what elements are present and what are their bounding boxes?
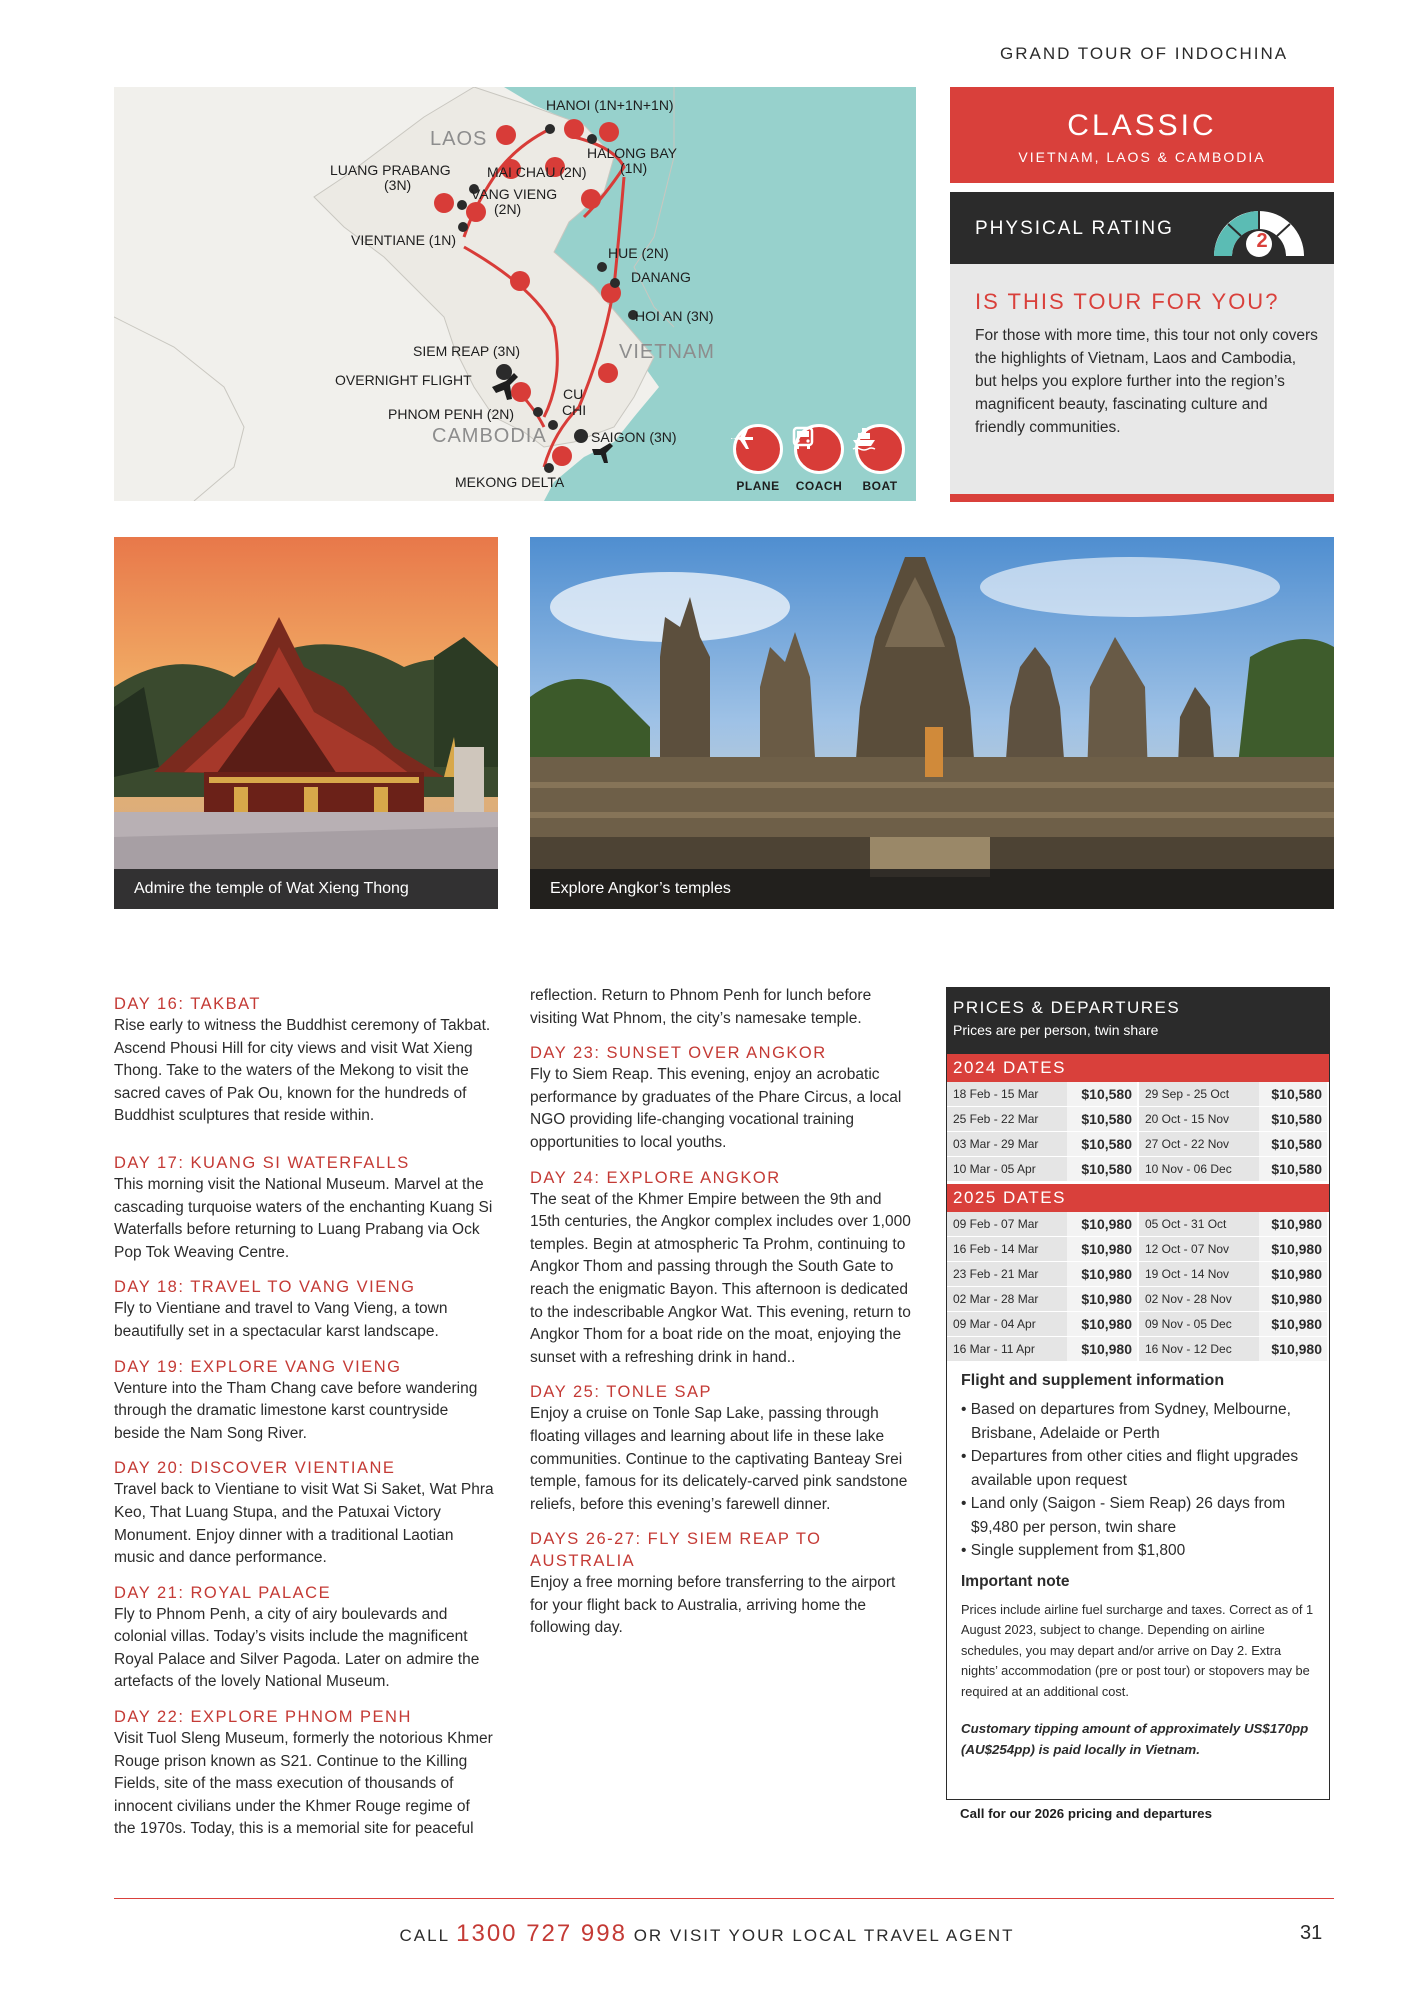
flight-info-list bbox=[957, 1398, 1315, 1563]
price: $10,580 bbox=[1067, 1132, 1137, 1156]
important-note-heading: Important note bbox=[961, 1572, 1070, 1590]
legend-coach-label: COACH bbox=[795, 479, 843, 493]
page-header-title: GRAND TOUR OF INDOCHINA bbox=[1000, 44, 1289, 63]
table-row bbox=[947, 1262, 1329, 1287]
for-you-heading: IS THIS TOUR FOR YOU? bbox=[975, 289, 1280, 314]
day-title: DAYS 26-27: FLY SIEM REAP TO AUSTRALIA bbox=[530, 1530, 822, 1571]
day-title: DAY 22: EXPLORE PHNOM PENH bbox=[114, 1708, 412, 1727]
map-label-luang: LUANG PRABANG bbox=[330, 162, 451, 178]
list-item: • Departures from other cities and flight upgrades available upon request bbox=[961, 1448, 1299, 1489]
price: $10,580 bbox=[1259, 1107, 1327, 1131]
departure-dates: 12 Oct - 07 Nov bbox=[1139, 1237, 1259, 1261]
price: $10,980 bbox=[1067, 1312, 1137, 1336]
itinerary-column-1 bbox=[114, 993, 494, 1853]
flight-info-heading: Flight and supplement information bbox=[961, 1372, 1225, 1389]
day-text: Fly to Siem Reap. This evening, enjoy an acrobatic performance by graduates of the Phare Circus, a local NGO providing life-changing vocational training opportunities to local youths. bbox=[530, 1066, 902, 1151]
legend-boat bbox=[850, 424, 910, 493]
tour-countries: VIETNAM, LAOS & CAMBODIA bbox=[1018, 149, 1266, 165]
plane-icon bbox=[733, 424, 783, 474]
price: $10,980 bbox=[1067, 1337, 1137, 1361]
table-row bbox=[947, 1132, 1329, 1157]
table-row bbox=[947, 1237, 1329, 1262]
itinerary-day bbox=[114, 1706, 494, 1841]
departure-dates: 16 Feb - 14 Mar bbox=[947, 1237, 1067, 1261]
day-title: DAY 24: EXPLORE ANGKOR bbox=[530, 1168, 781, 1187]
price-table-2025 bbox=[947, 1212, 1329, 1362]
footer-call bbox=[0, 1920, 1414, 1948]
map-label-mekong: MEKONG DELTA bbox=[455, 474, 565, 490]
day-text: Fly to Phnom Penh, a city of airy boulevards and colonial villas. Today’s visits include the magnificent Royal Palace and Silver Pagoda. Later on admire the artefacts of the lovely National Museum. bbox=[114, 1605, 480, 1691]
divider bbox=[950, 494, 1334, 502]
price-table-2024 bbox=[947, 1082, 1329, 1182]
physical-rating-bar bbox=[950, 192, 1334, 264]
tour-style-banner bbox=[950, 87, 1334, 183]
departure-dates: 09 Mar - 04 Apr bbox=[947, 1312, 1067, 1336]
day-title: DAY 21: ROYAL PALACE bbox=[114, 1583, 332, 1602]
call-2026-note: Call for our 2026 pricing and departures bbox=[960, 1806, 1212, 1821]
day-text: Fly to Vientiane and travel to Vang Vieng, a town beautifully set in a spectacular karst landscape. bbox=[114, 1300, 448, 1340]
day-title: DAY 18: TRAVEL TO VANG VIENG bbox=[114, 1278, 416, 1297]
map-label-chi: CHI bbox=[562, 402, 587, 418]
price: $10,980 bbox=[1067, 1237, 1137, 1261]
map-label-hoian: HOI AN (3N) bbox=[635, 308, 714, 324]
price: $10,980 bbox=[1259, 1337, 1327, 1361]
map-label-overnight: OVERNIGHT FLIGHT bbox=[335, 372, 472, 388]
tour-suitability bbox=[950, 264, 1334, 494]
map-label-hanoi: HANOI (1N+1N+1N) bbox=[546, 97, 674, 113]
legend-plane bbox=[728, 424, 788, 493]
itinerary-day bbox=[530, 1381, 915, 1516]
year-2024-heading: 2024 DATES bbox=[947, 1054, 1329, 1082]
map-label-cu: CU bbox=[563, 386, 584, 402]
departure-dates: 18 Feb - 15 Mar bbox=[947, 1082, 1067, 1106]
legend-boat-label: BOAT bbox=[862, 479, 898, 493]
price: $10,580 bbox=[1067, 1157, 1137, 1181]
departure-dates: 05 Oct - 31 Oct bbox=[1139, 1212, 1259, 1236]
footer-agent-text: OR VISIT YOUR LOCAL TRAVEL AGENT bbox=[633, 1926, 1015, 1945]
price: $10,980 bbox=[1259, 1312, 1327, 1336]
itinerary-day bbox=[114, 1457, 494, 1569]
map-label-saigon: SAIGON (3N) bbox=[591, 429, 677, 445]
day-title: DAY 17: KUANG SI WATERFALLS bbox=[114, 1153, 410, 1172]
departure-dates: 03 Mar - 29 Mar bbox=[947, 1132, 1067, 1156]
list-item: • Single supplement from $1,800 bbox=[961, 1542, 1186, 1559]
coach-icon bbox=[794, 424, 844, 474]
departure-dates: 25 Feb - 22 Mar bbox=[947, 1107, 1067, 1131]
table-row bbox=[947, 1337, 1329, 1362]
day-text: Venture into the Tham Chang cave before wandering through the dramatic limestone karst countryside beside the Nam Song River. bbox=[114, 1379, 478, 1442]
year-2025-heading: 2025 DATES bbox=[947, 1184, 1329, 1212]
day-text: This morning visit the National Museum. Marvel at the cascading turquoise waters of the enchanting Kuang Si Waterfalls before returning to Luang Prabang via Ock Pop Tok Weaving Centre. bbox=[114, 1175, 493, 1261]
table-row bbox=[947, 1212, 1329, 1237]
map-label-vientiane: VIENTIANE (1N) bbox=[351, 232, 457, 248]
prices-header bbox=[947, 988, 1329, 1054]
departure-dates: 02 Nov - 28 Nov bbox=[1139, 1287, 1259, 1311]
day-text: reflection. Return to Phnom Penh for lunch before visiting Wat Phnom, the city’s namesake temple. bbox=[530, 987, 872, 1027]
price: $10,980 bbox=[1067, 1287, 1137, 1311]
day-text: Travel back to Vientiane to visit Wat Si Saket, Wat Phra Keo, That Luang Stupa, and the Patuxai Victory Monument. Enjoy dinner with a traditional Laotian music and dance performance. bbox=[114, 1481, 494, 1567]
departure-dates: 23 Feb - 21 Mar bbox=[947, 1262, 1067, 1286]
list-item: • Land only (Saigon - Siem Reap) 26 days from $9,480 per person, twin share bbox=[961, 1495, 1286, 1536]
price: $10,980 bbox=[1259, 1237, 1327, 1261]
map-label-vangvieng-nights: (2N) bbox=[494, 201, 522, 217]
departure-dates: 20 Oct - 15 Nov bbox=[1139, 1107, 1259, 1131]
prices-subheading: Prices are per person, twin share bbox=[953, 1022, 1159, 1038]
legend-plane-label: PLANE bbox=[736, 479, 780, 493]
important-note-text: Prices include airline fuel surcharge and taxes. Correct as of 1 August 2023, subject to change. Depending on airline schedules, you may depart and/or arrive on Day 2. Extra nights’ accommodation (pre or post tour) or stopovers may be required at an additional cost. bbox=[961, 1601, 1314, 1699]
physical-rating-value: 2 bbox=[1256, 230, 1268, 252]
departure-dates: 09 Feb - 07 Mar bbox=[947, 1212, 1067, 1236]
map-label-siemreap: SIEM REAP (3N) bbox=[413, 343, 521, 359]
day-title: DAY 23: SUNSET OVER ANGKOR bbox=[530, 1044, 827, 1063]
table-row bbox=[947, 1287, 1329, 1312]
price: $10,980 bbox=[1259, 1262, 1327, 1286]
footer-call-text: CALL bbox=[399, 1926, 450, 1945]
itinerary-day bbox=[114, 993, 494, 1128]
day-text: The seat of the Khmer Empire between the 9th and 15th centuries, the Angkor complex includes over 1,000 temples. Begin at atmospheric Ta Prohm, continuing to Angkor Thom and passing through the South Gate to reach the enigmatic Bayon. This afternoon is dedicated to the indescribable Angkor Wat. This evening, return to Angkor Thom for a boat ride on the moat, enjoying the sunset with a refreshing drink in hand.. bbox=[530, 1190, 911, 1366]
table-row bbox=[947, 1107, 1329, 1132]
departure-dates: 10 Mar - 05 Apr bbox=[947, 1157, 1067, 1181]
map-label-luang-nights: (3N) bbox=[384, 177, 412, 193]
table-row bbox=[947, 1157, 1329, 1182]
day-text: Enjoy a free morning before transferring to the airport for your flight back to Australia, arriving home the following day. bbox=[530, 1574, 896, 1637]
departure-dates: 16 Nov - 12 Dec bbox=[1139, 1337, 1259, 1361]
photo-caption-left: Admire the temple of Wat Xieng Thong bbox=[114, 869, 498, 909]
physical-rating-label: PHYSICAL RATING bbox=[975, 218, 1174, 239]
day-title: DAY 19: EXPLORE VANG VIENG bbox=[114, 1357, 402, 1376]
day-title: DAY 25: TONLE SAP bbox=[530, 1383, 713, 1402]
itinerary-day bbox=[114, 1276, 494, 1343]
table-row bbox=[947, 1082, 1329, 1107]
day-text: Enjoy a cruise on Tonle Sap Lake, passing through floating villages and learning about life in these lake communities. Continue to the captivating Banteay Srei temple, famous for its delicately-carved pink sandstone reliefs, before this evening’s farewell dinner. bbox=[530, 1405, 908, 1513]
price: $10,980 bbox=[1259, 1212, 1327, 1236]
price: $10,580 bbox=[1259, 1132, 1327, 1156]
itinerary-day bbox=[114, 1152, 494, 1264]
departure-dates: 02 Mar - 28 Mar bbox=[947, 1287, 1067, 1311]
price: $10,580 bbox=[1259, 1082, 1327, 1106]
departure-dates: 16 Mar - 11 Apr bbox=[947, 1337, 1067, 1361]
map-label-hue: HUE (2N) bbox=[608, 245, 669, 261]
departure-dates: 29 Sep - 25 Oct bbox=[1139, 1082, 1259, 1106]
departure-dates: 19 Oct - 14 Nov bbox=[1139, 1262, 1259, 1286]
itinerary-day bbox=[114, 1582, 494, 1694]
map-label-vangvieng: VANG VIENG bbox=[471, 186, 558, 202]
legend-coach bbox=[789, 424, 849, 493]
itinerary-day bbox=[530, 1042, 915, 1154]
page-number: 31 bbox=[1300, 1922, 1323, 1944]
day-text: Rise early to witness the Buddhist ceremony of Takbat. Ascend Phousi Hill for city views and visit Wat Xieng Thong. Take to the waters of the Mekong to visit the sacred caves of Pak Ou, known for the hundreds of Buddhist sculptures that reside within. bbox=[114, 1017, 491, 1125]
photo-wat-xieng-thong bbox=[114, 537, 498, 909]
map-country-laos: LAOS bbox=[430, 128, 488, 150]
itinerary-day bbox=[114, 1356, 494, 1446]
itinerary-column-2 bbox=[530, 985, 915, 1652]
itinerary-day bbox=[530, 1528, 915, 1640]
map-label-danang: DANANG bbox=[631, 269, 691, 285]
route-map bbox=[114, 87, 916, 501]
price: $10,580 bbox=[1259, 1157, 1327, 1181]
price: $10,580 bbox=[1067, 1082, 1137, 1106]
itinerary-day-continued bbox=[530, 985, 915, 1030]
map-label-phnompenh: PHNOM PENH (2N) bbox=[388, 406, 515, 422]
prices-departures-box bbox=[946, 987, 1330, 1800]
price: $10,980 bbox=[1259, 1287, 1327, 1311]
footer-phone-number[interactable]: 1300 727 998 bbox=[456, 1920, 627, 1947]
price-info bbox=[947, 1362, 1329, 1760]
prices-heading: PRICES & DEPARTURES bbox=[953, 998, 1181, 1017]
departure-dates: 09 Nov - 05 Dec bbox=[1139, 1312, 1259, 1336]
map-label-halong: HALONG BAY bbox=[587, 145, 677, 161]
photo-caption-right: Explore Angkor’s temples bbox=[530, 869, 1334, 909]
day-text: Visit Tuol Sleng Museum, formerly the notorious Khmer Rouge prison known as S21. Continue to the Killing Fields, site of the mass execution of thousands of innocent civilians under the Khmer Rouge regime of the 1970s. Today, this is a memorial site for peaceful bbox=[114, 1730, 493, 1838]
tour-style: CLASSIC bbox=[1067, 109, 1217, 142]
list-item: • Based on departures from Sydney, Melbourne, Brisbane, Adelaide or Perth bbox=[961, 1401, 1291, 1442]
table-row bbox=[947, 1312, 1329, 1337]
itinerary-day bbox=[530, 1167, 915, 1370]
boat-icon bbox=[855, 424, 905, 474]
tipping-note: Customary tipping amount of approximately US$170pp (AU$254pp) is paid locally in Vietnam. bbox=[961, 1721, 1309, 1757]
day-title: DAY 20: DISCOVER VIENTIANE bbox=[114, 1459, 396, 1478]
map-label-halong-nights: (1N) bbox=[620, 160, 648, 176]
map-country-cambodia: CAMBODIA bbox=[432, 425, 547, 447]
departure-dates: 10 Nov - 06 Dec bbox=[1139, 1157, 1259, 1181]
map-label-maichau: MAI CHAU (2N) bbox=[487, 164, 587, 180]
day-title: DAY 16: TAKBAT bbox=[114, 995, 261, 1013]
footer-divider bbox=[114, 1898, 1334, 1899]
photo-angkor-temples bbox=[530, 537, 1334, 909]
price: $10,580 bbox=[1067, 1107, 1137, 1131]
departure-dates: 27 Oct - 22 Nov bbox=[1139, 1132, 1259, 1156]
price: $10,980 bbox=[1067, 1212, 1137, 1236]
price: $10,980 bbox=[1067, 1262, 1137, 1286]
map-country-vietnam: VIETNAM bbox=[619, 341, 715, 363]
for-you-text: For those with more time, this tour not only covers the highlights of Vietnam, Laos and Cambodia, but helps you explore further into the region’s magnificent beauty, fascinating culture and friendly communities. bbox=[975, 327, 1318, 436]
